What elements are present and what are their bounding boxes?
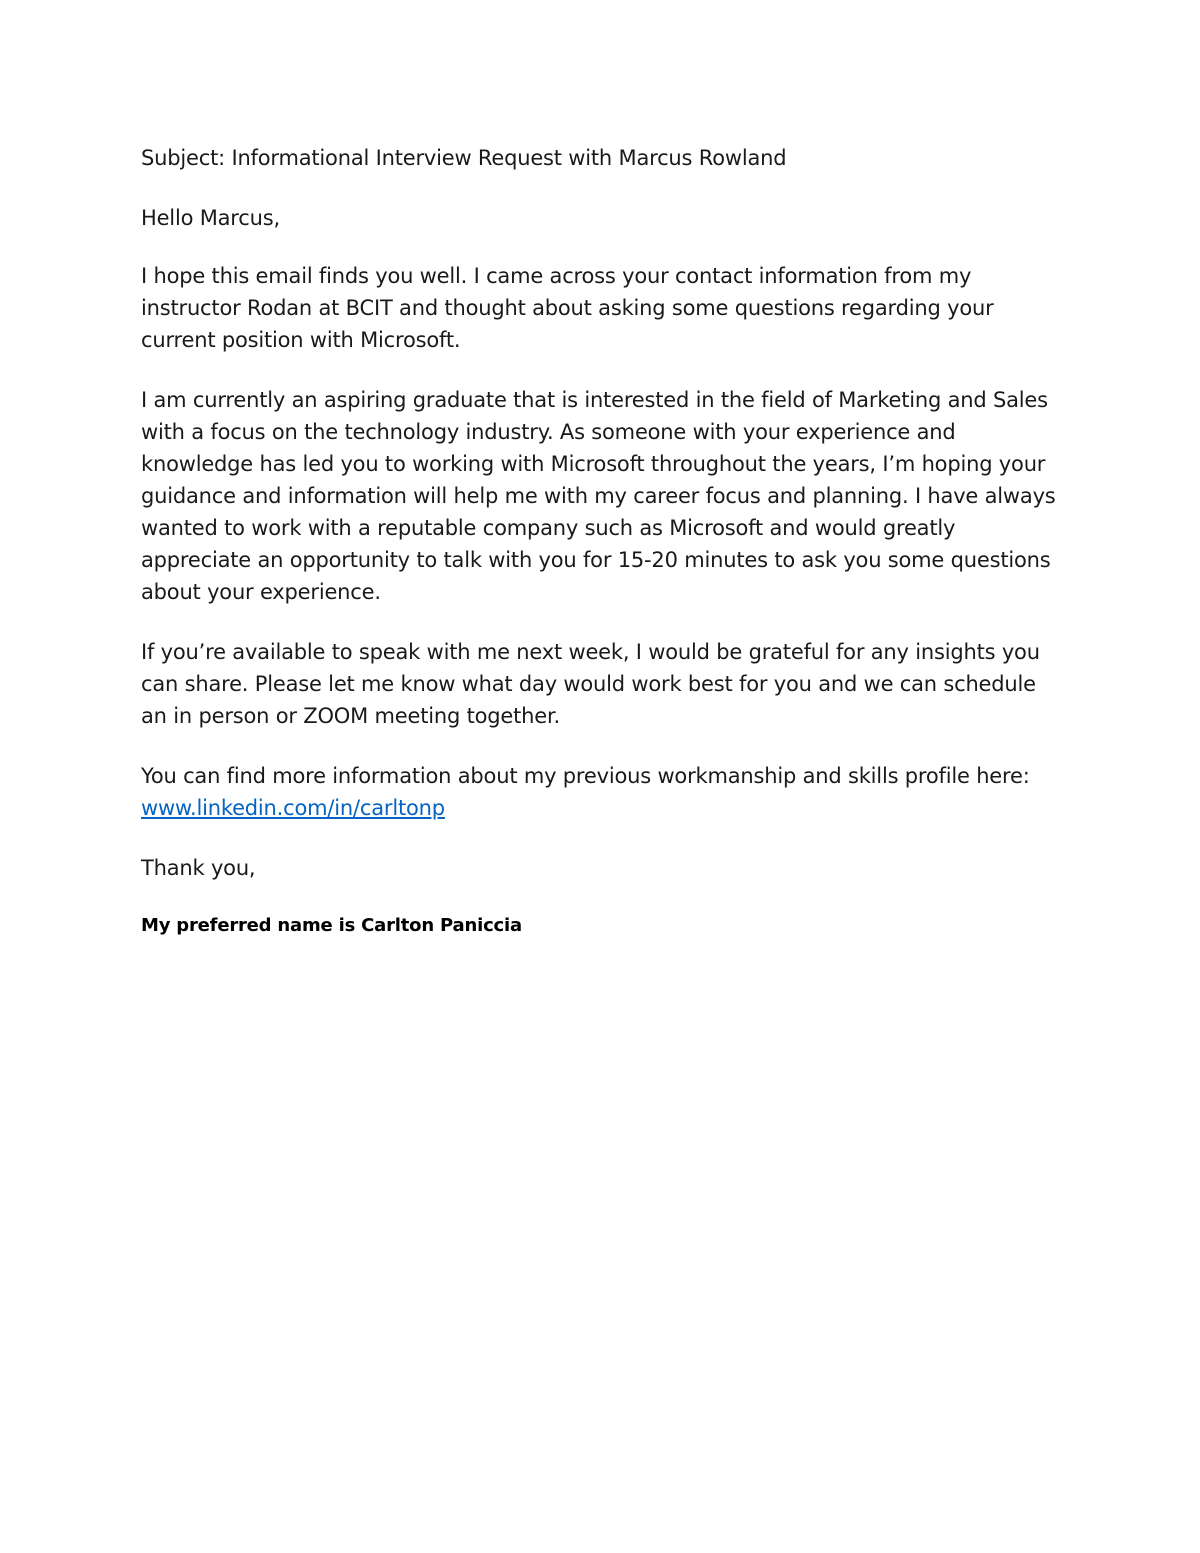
subject-line: Subject: Informational Interview Request with Marcus Rowland <box>141 146 787 170</box>
closing: Thank you, <box>141 856 256 880</box>
paragraph-profile <box>141 760 1056 824</box>
paragraph-intro: I hope this email finds you well. I came across your contact information from my instructor Rodan at BCIT and thought about asking some questions regarding your current position with Microsoft. <box>141 264 994 352</box>
paragraph-background: I am currently an aspiring graduate that is interested in the field of Marketing and Sales with a focus on the technology industry. As someone with your experience and knowledge has led you to working with Microsoft throughout the years, I’m hoping your guidance and information will help me with my career focus and planning. I have always wanted to work with a reputable company such as Microsoft and would greatly appreciate an opportunity to talk with you for 15-20 minutes to ask you some questions about your experience. <box>141 388 1056 604</box>
paragraph-profile-text: You can find more information about my previous workmanship and skills profile here: <box>141 764 1030 788</box>
linkedin-link[interactable]: www.linkedin.com/in/carltonp <box>141 796 445 820</box>
email-letter <box>141 142 1056 968</box>
signature: My preferred name is Carlton Paniccia <box>141 915 522 936</box>
greeting: Hello Marcus, <box>141 206 280 230</box>
paragraph-request: If you’re available to speak with me next week, I would be grateful for any insights you can share. Please let me know what day would work best for you and we can schedule an in person or ZOOM meeting together. <box>141 640 1040 728</box>
